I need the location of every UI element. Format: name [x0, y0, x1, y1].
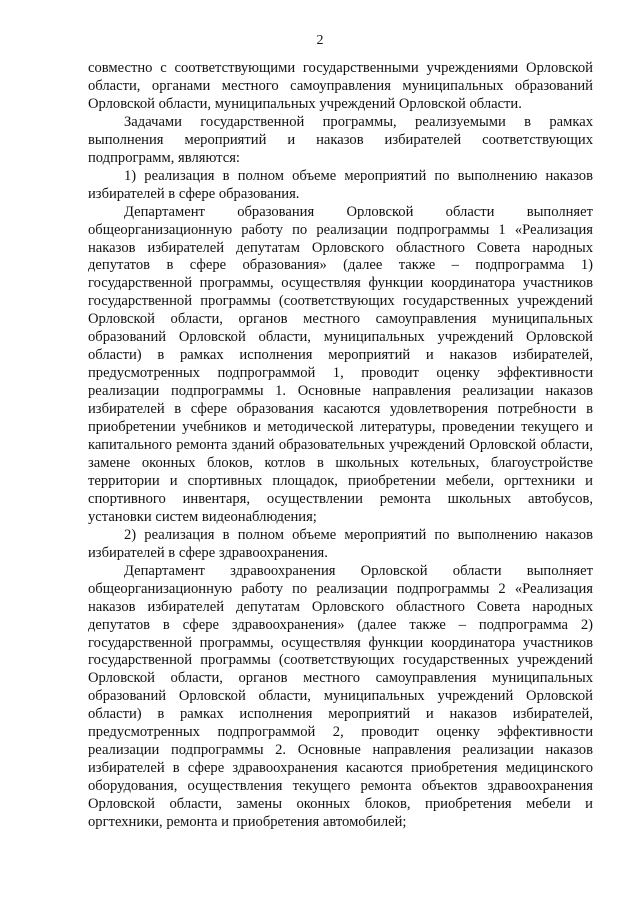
- paragraph-task-1: 1) реализация в полном объеме мероприятий по выполнению наказов избирателей в сфере образования.: [88, 167, 593, 202]
- paragraph-tasks-intro: Задачами государственной программы, реализуемыми в рамках выполнения мероприятий и наказов избирателей соответствующих подпрограмм, являются:: [88, 113, 593, 166]
- document-body: [88, 60, 593, 832]
- paragraph-task-2: 2) реализация в полном объеме мероприятий по выполнению наказов избирателей в сфере здравоохранения.: [88, 526, 593, 561]
- paragraph-health-department: Департамент здравоохранения Орловской области выполняет общеорганизационную работу по реализации подпрограммы 2 «Реализация наказов избирателей депутатам Орловского областного Совета народных депутатов в сфере здравоохранения» (далее также – подпрограмма 2) государственной программы, осуществляя функции координатора участников государственной программы (соответствующих государственных учреждений Орловской области, органов местного самоуправления муниципальных образований Орловской области, муниципальных учреждений Орловской области) в рамках исполнения мероприятий и наказов избирателей, предусмотренных подпрограммой 2, проводит оценку эффективности реализации подпрограммы 2. Основные направления реализации наказов избирателей в сфере здравоохранения касаются приобретения медицинского оборудования, осуществления текущего ремонта объектов здравоохранения Орловской области, замены оконных блоков, приобретения мебели и оргтехники, ремонта и приобретения автомобилей;: [88, 562, 593, 831]
- paragraph-continuation: совместно с соответствующими государственными учреждениями Орловской области, органами местного самоуправления муниципальных образований Орловской области, муниципальных учреждений Орловской области.: [88, 60, 593, 112]
- paragraph-education-department: Департамент образования Орловской области выполняет общеорганизационную работу по реализации подпрограммы 1 «Реализация наказов избирателей депутатам Орловского областного Совета народных депутатов в сфере образования» (далее также – подпрограмма 1) государственной программы, осуществляя функции координатора участников государственной программы (соответствующих государственных учреждений Орловской области, органов местного самоуправления муниципальных образований Орловской области, муниципальных учреждений Орловской области) в рамках исполнения мероприятий и наказов избирателей, предусмотренных подпрограммой 1, проводит оценку эффективности реализации подпрограммы 1. Основные направления реализации наказов избирателей в сфере образования касаются удовлетворения потребности в приобретении учебников и методической литературы, проведении текущего и капитального ремонта зданий образовательных учреждений Орловской области, замене оконных блоков, котлов в школьных котельных, благоустройстве территории и спортивных площадок, приобретении мебели, оргтехники и спортивного инвентаря, осуществлении ремонта школьных автобусов, установки систем видеонаблюдения;: [88, 203, 593, 525]
- page-number: 2: [316, 33, 324, 48]
